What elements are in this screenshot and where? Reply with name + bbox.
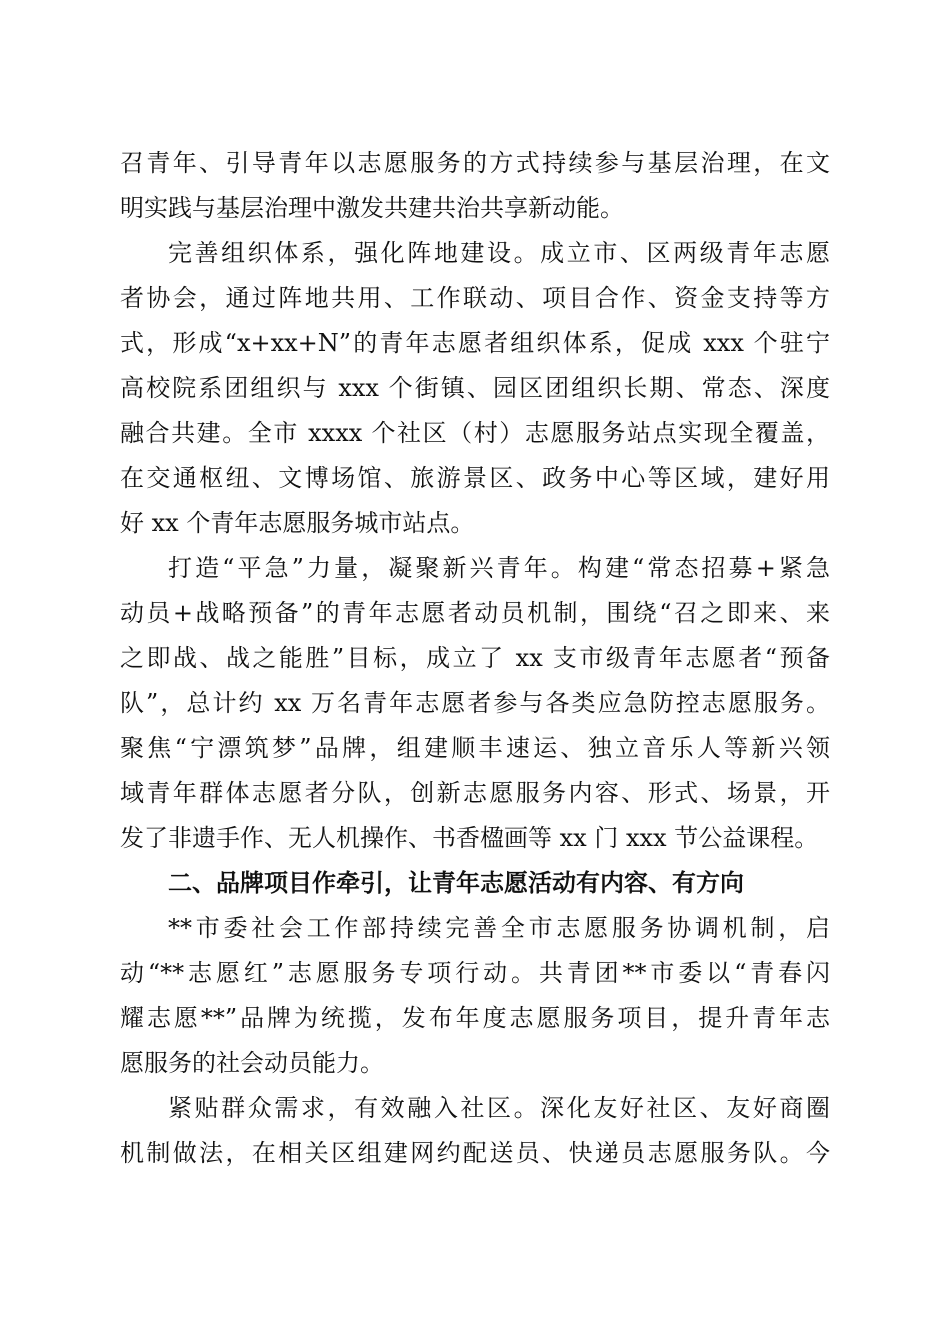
text-line: 完善组织体系，强化阵地建设。成立市、区两级青年志愿 <box>168 239 830 267</box>
text-line: 动员+战略预备”的青年志愿者动员机制，围绕“召之即来、来 <box>120 599 830 627</box>
text-line: 明实践与基层治理中激发共建共治共享新动能。 <box>120 194 624 222</box>
text-line: 之即战、战之能胜”目标，成立了 xx 支市级青年志愿者“预备 <box>120 644 830 672</box>
text-line: 在交通枢纽、文博场馆、旅游景区、政务中心等区域，建好用 <box>120 464 830 492</box>
text-line: 好 xx 个青年志愿服务城市站点。 <box>120 509 475 537</box>
text-line: 域青年群体志愿者分队，创新志愿服务内容、形式、场景，开 <box>120 779 830 807</box>
text-line: 紧贴群众需求，有效融入社区。深化友好社区、友好商圈 <box>168 1094 830 1122</box>
text-line: 发了非遗手作、无人机操作、书香楹画等 xx 门 xxx 节公益课程。 <box>120 824 819 852</box>
text-line: 高校院系团组织与 xxx 个街镇、园区团组织长期、常态、深度 <box>120 374 830 402</box>
text-line: 召青年、引导青年以志愿服务的方式持续参与基层治理，在文 <box>120 149 830 177</box>
text-line: 耀志愿**”品牌为统揽，发布年度志愿服务项目，提升青年志 <box>120 1004 830 1032</box>
text-line: **市委社会工作部持续完善全市志愿服务协调机制，启 <box>168 914 830 942</box>
text-line: 机制做法，在相关区组建网约配送员、快递员志愿服务队。今 <box>120 1139 830 1167</box>
section-heading: 二、品牌项目作牵引，让青年志愿活动有内容、有方向 <box>168 869 744 897</box>
text-line: 队”，总计约 xx 万名青年志愿者参与各类应急防控志愿服务。 <box>120 689 830 717</box>
text-line: 动“**志愿红”志愿服务专项行动。共青团**市委以“青春闪 <box>120 959 830 987</box>
text-line: 愿服务的社会动员能力。 <box>120 1049 384 1077</box>
text-line: 聚焦“宁漂筑梦”品牌，组建顺丰速运、独立音乐人等新兴领 <box>120 734 830 762</box>
text-line: 融合共建。全市 xxxx 个社区（村）志愿服务站点实现全覆盖， <box>120 419 830 447</box>
text-line: 打造“平急”力量，凝聚新兴青年。构建“常态招募+紧急 <box>168 554 830 582</box>
text-line: 式，形成“x+xx+N”的青年志愿者组织体系，促成 xxx 个驻宁 <box>120 329 830 357</box>
text-line: 者协会，通过阵地共用、工作联动、项目合作、资金支持等方 <box>120 284 830 312</box>
